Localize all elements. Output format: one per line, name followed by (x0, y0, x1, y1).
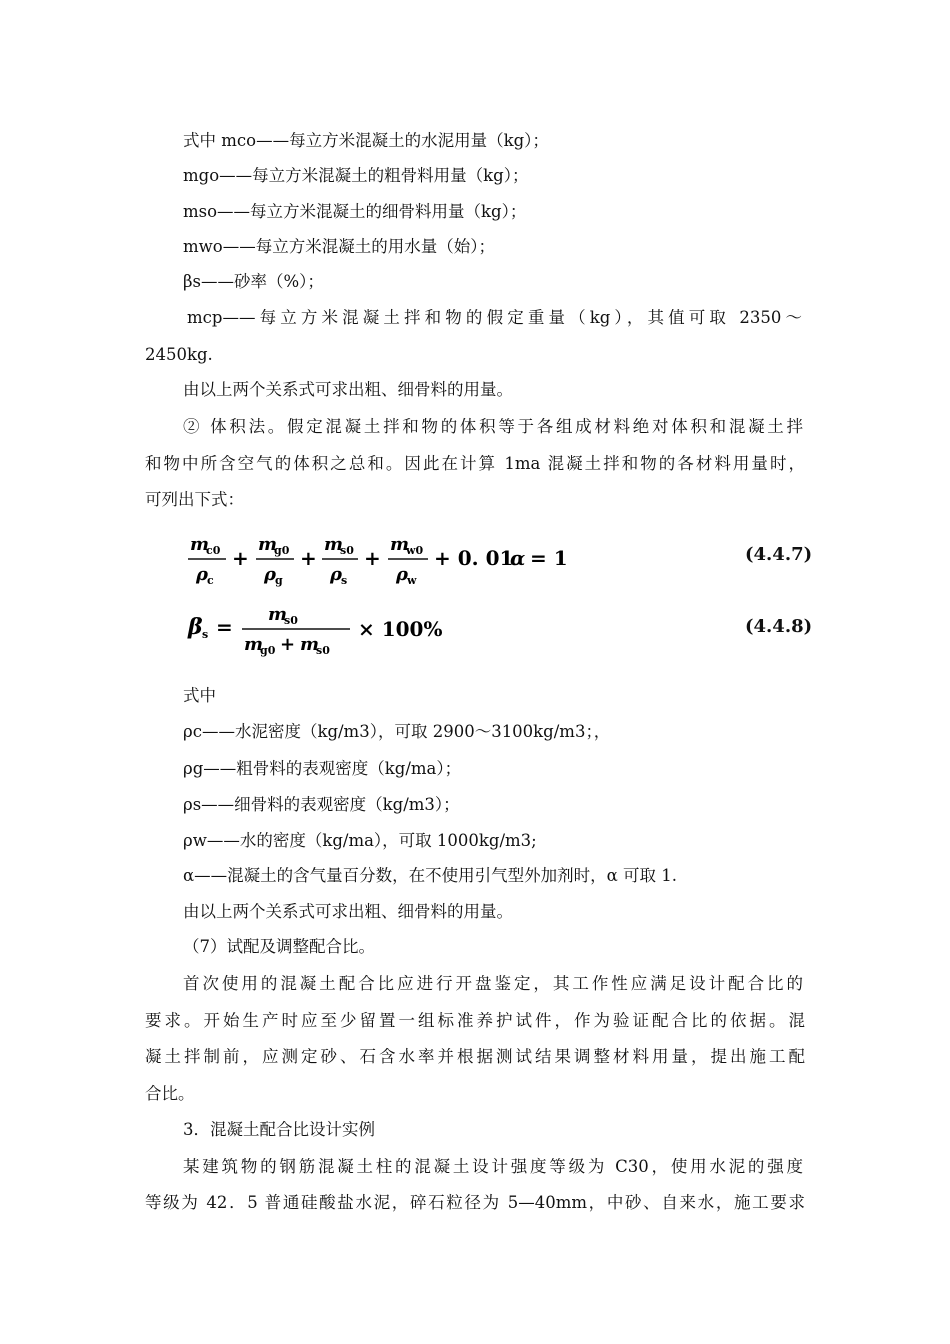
text-line: mso——每立方米混凝土的细骨料用量（kg）； (183, 202, 527, 221)
equation-number: (4.4.7) (745, 544, 813, 565)
svg-text:+ 0. 01: + 0. 01 (434, 546, 514, 570)
svg-text:m: m (244, 634, 264, 655)
text-line: 凝土拌制前，应测定砂、石含水率并根据测试结果调整材料用量，提出施工配 (145, 1047, 805, 1066)
section-heading: 3．混凝土配合比设计实例 (183, 1120, 375, 1139)
svg-text:m: m (258, 534, 278, 555)
svg-text:s0: s0 (316, 644, 330, 657)
equation-4-4-8 (180, 596, 840, 656)
text-line: mgo——每立方米混凝土的粗骨料用量（kg）； (183, 166, 529, 185)
svg-text:m: m (300, 634, 320, 655)
text-line: mwo——每立方米混凝土的用水量（始）； (183, 237, 495, 256)
text-line: mcp——每立方米混凝土拌和物的假定重量（kg），其值可取 2350～ (187, 308, 802, 327)
text-line: 式中 mco——每立方米混凝土的水泥用量（kg）； (183, 131, 549, 150)
svg-text:× 100%: × 100% (358, 617, 443, 641)
svg-text:β: β (188, 614, 203, 640)
text-line: 合比。 (145, 1084, 195, 1103)
svg-text:m: m (324, 534, 344, 555)
svg-text:+: + (232, 546, 249, 570)
svg-text:s: s (202, 628, 209, 641)
text-line: ρg——粗骨料的表观密度（kg/ma）； (183, 759, 462, 778)
svg-text:+: + (300, 546, 317, 570)
svg-text:α: α (510, 546, 526, 570)
text-line: 2450kg. (145, 345, 213, 364)
svg-text:m: m (268, 604, 288, 625)
svg-text:ρ: ρ (264, 564, 276, 585)
svg-text:= 1: = 1 (530, 546, 568, 570)
text-line: 要求。开始生产时应至少留置一组标准养护试件，作为验证配合比的依据。混 (145, 1011, 805, 1030)
svg-text:ρ: ρ (330, 564, 342, 585)
section-heading: （7）试配及调整配合比。 (183, 937, 375, 956)
svg-text:g0: g0 (260, 644, 276, 657)
text-line: ρw——水的密度（kg/ma），可取 1000kg/m3; (183, 831, 537, 850)
svg-text:c0: c0 (206, 544, 221, 557)
svg-text:+: + (280, 634, 296, 655)
svg-text:c: c (207, 574, 214, 587)
text-line: α——混凝土的含气量百分数，在不使用引气型外加剂时，α 可取 1. (183, 866, 678, 885)
text-line: 某建筑物的钢筋混凝土柱的混凝土设计强度等级为 C30，使用水泥的强度 (183, 1157, 803, 1176)
equation-graphic (180, 528, 840, 588)
text-line: ② 体积法。假定混凝土拌和物的体积等于各组成材料绝对体积和混凝土拌 (183, 417, 803, 436)
text-line: 由以上两个关系式可求出粗、细骨料的用量。 (183, 902, 513, 921)
equation-graphic (180, 596, 840, 656)
svg-text:s0: s0 (340, 544, 354, 557)
text-line: 首次使用的混凝土配合比应进行开盘鉴定，其工作性应满足设计配合比的 (183, 974, 803, 993)
text-line: βs——砂率（%）； (183, 272, 324, 291)
text-line: ρc——水泥密度（kg/m3），可取 2900～3100kg/m3；， (183, 722, 611, 741)
svg-text:m: m (390, 534, 410, 555)
svg-text:s: s (341, 574, 348, 587)
svg-text:ρ: ρ (396, 564, 408, 585)
svg-text:w0: w0 (406, 544, 424, 557)
text-line: 式中 (183, 686, 216, 705)
svg-text:g: g (275, 574, 283, 587)
equation-4-4-7 (180, 528, 840, 588)
equation-number: (4.4.8) (745, 616, 813, 637)
svg-text:s0: s0 (284, 614, 298, 627)
svg-text:w: w (407, 574, 417, 587)
text-line: 等级为 42．5 普通硅酸盐水泥，碎石粒径为 5—40mm，中砂、自来水，施工要求 (145, 1193, 805, 1212)
svg-text:m: m (190, 534, 210, 555)
text-line: 可列出下式： (145, 490, 244, 509)
svg-text:=: = (216, 615, 233, 639)
text-line: 和物中所含空气的体积之总和。因此在计算 1ma 混凝土拌和物的各材料用量时， (145, 454, 805, 473)
svg-text:ρ: ρ (196, 564, 208, 585)
svg-text:g0: g0 (274, 544, 290, 557)
text-line: ρs——细骨料的表观密度（kg/m3）； (183, 795, 460, 814)
text-line: 由以上两个关系式可求出粗、细骨料的用量。 (183, 380, 513, 399)
svg-text:+: + (364, 546, 381, 570)
